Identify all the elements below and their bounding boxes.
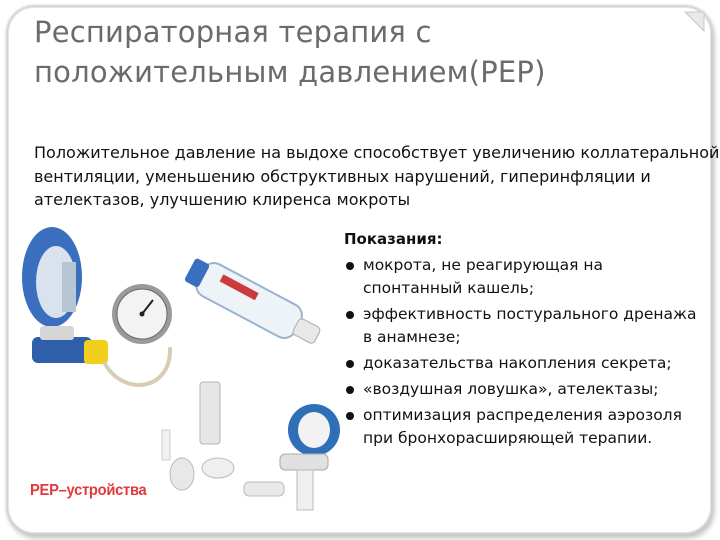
nebulizer-parts <box>162 382 340 510</box>
lead-paragraph: Положительное давление на выдохе способствует увеличению коллатеральной вентиляции, уменьшению обструктивных нарушений, гиперинфляции и ателектазов, улучшению клиренса мокроты <box>34 143 720 209</box>
indications-heading: Показания: <box>344 230 443 248</box>
indications-block <box>344 228 704 453</box>
indication-item: оптимизация распределения аэрозоля при бронхорасширяющей терапии. <box>344 404 704 450</box>
pep-devices-caption: PEP–устройства <box>30 482 147 499</box>
pep-devices-photo <box>22 222 342 522</box>
manometer-gauge <box>112 284 172 344</box>
slide-title: Респираторная терапия с положительным давлением(PEP) <box>34 15 546 89</box>
page-curl-decoration <box>683 11 705 33</box>
face-mask-device <box>22 227 82 327</box>
spacer-device <box>182 253 326 352</box>
indications-list <box>344 254 704 450</box>
indication-item: мокрота, не реагирующая на спонтанный кашель; <box>344 254 704 300</box>
indication-item: доказательства накопления секрета; <box>344 352 704 375</box>
indication-item: эффективность постурального дренажа в анамнезе; <box>344 303 704 349</box>
indication-item: «воздушная ловушка», ателектазы; <box>344 378 704 401</box>
